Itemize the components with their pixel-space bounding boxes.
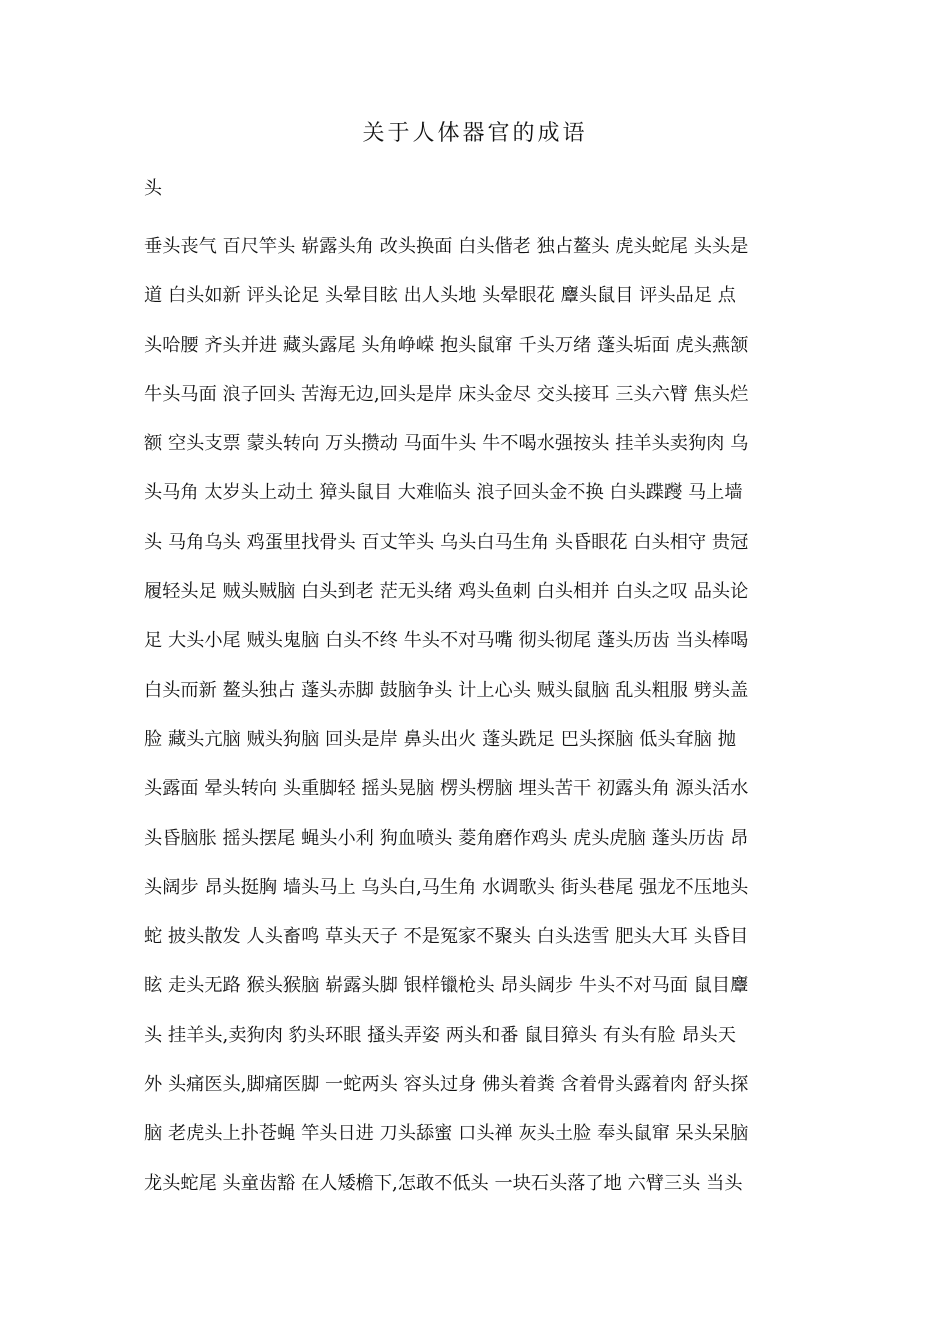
idiom-paragraph <box>144 222 810 1208</box>
text-line: 道 白头如新 评头论足 头晕目眩 出人头地 头晕眼花 麞头鼠目 评头品足 点 <box>144 285 736 307</box>
text-line: 足 大头小尾 贼头鬼脑 白头不终 牛头不对马嘴 彻头彻尾 蓬头历齿 当头棒喝 <box>144 630 749 652</box>
text-line: 脸 藏头亢脑 贼头狗脑 回头是岸 鼻头出火 蓬头跣足 巴头探脑 低头耷脑 抛 <box>144 728 736 750</box>
text-line: 头哈腰 齐头并进 藏头露尾 头角峥嵘 抱头鼠窜 千头万绪 蓬头垢面 虎头燕颔 <box>144 334 749 356</box>
text-line: 蛇 披头散发 人头畜鸣 草头天子 不是冤家不聚头 白头迭雪 肥头大耳 头昏目 <box>144 926 749 948</box>
text-line: 履轻头足 贼头贼脑 白头到老 茫无头绪 鸡头鱼刺 白头相并 白头之叹 品头论 <box>144 581 749 603</box>
text-line: 头昏脑胀 摇头摆尾 蝇头小利 狗血喷头 菱角磨作鸡头 虎头虎脑 蓬头历齿 昂 <box>144 827 749 849</box>
text-line: 垂头丧气 百尺竿头 崭露头角 改头换面 白头偕老 独占鳌头 虎头蛇尾 头头是 <box>144 236 749 257</box>
text-line: 头 马角乌头 鸡蛋里找骨头 百丈竿头 乌头白马生角 头昏眼花 白头相守 贵冠 <box>144 531 749 553</box>
text-line: 脑 老虎头上扑苍蝇 竿头日进 刀头舔蜜 口头禅 灰头土脸 奉头鼠窜 呆头呆脑 <box>144 1123 749 1145</box>
text-line: 头阔步 昂头挺胸 墙头马上 乌头白,马生角 水调歌头 街头巷尾 强龙不压地头 <box>144 876 749 898</box>
text-line: 白头而新 鳌头独占 蓬头赤脚 鼓脑争头 计上心头 贼头鼠脑 乱头粗服 劈头盖 <box>144 679 749 701</box>
section-heading: 头 <box>144 178 162 199</box>
text-line: 龙头蛇尾 头童齿豁 在人矮檐下,怎敢不低头 一块石头落了地 六臂三头 当头 <box>144 1172 743 1194</box>
page-title: 关于人体器官的成语 <box>362 121 588 146</box>
text-line: 眩 走头无路 猴头猴脑 崭露头脚 银样镴枪头 昂头阔步 牛头不对马面 鼠目麞 <box>144 975 749 997</box>
text-line: 头露面 晕头转向 头重脚轻 摇头晃脑 楞头楞脑 埋头苦干 初露头角 源头活水 <box>144 778 749 800</box>
text-line: 牛头马面 浪子回头 苦海无边,回头是岸 床头金尽 交头接耳 三头六臂 焦头烂 <box>144 383 749 405</box>
text-line: 额 空头支票 蒙头转向 万头攒动 马面牛头 牛不喝水强按头 挂羊头卖狗肉 乌 <box>144 433 749 455</box>
text-line: 头 挂羊头,卖狗肉 豹头环眼 搔头弄姿 两头和番 鼠目獐头 有头有脸 昂头天 <box>144 1024 736 1046</box>
text-line: 头马角 太岁头上动土 獐头鼠目 大难临头 浪子回头金不换 白头蹀躞 马上墙 <box>144 482 743 504</box>
text-line: 外 头痛医头,脚痛医脚 一蛇两头 容头过身 佛头着粪 含着骨头露着肉 舒头探 <box>144 1074 749 1096</box>
